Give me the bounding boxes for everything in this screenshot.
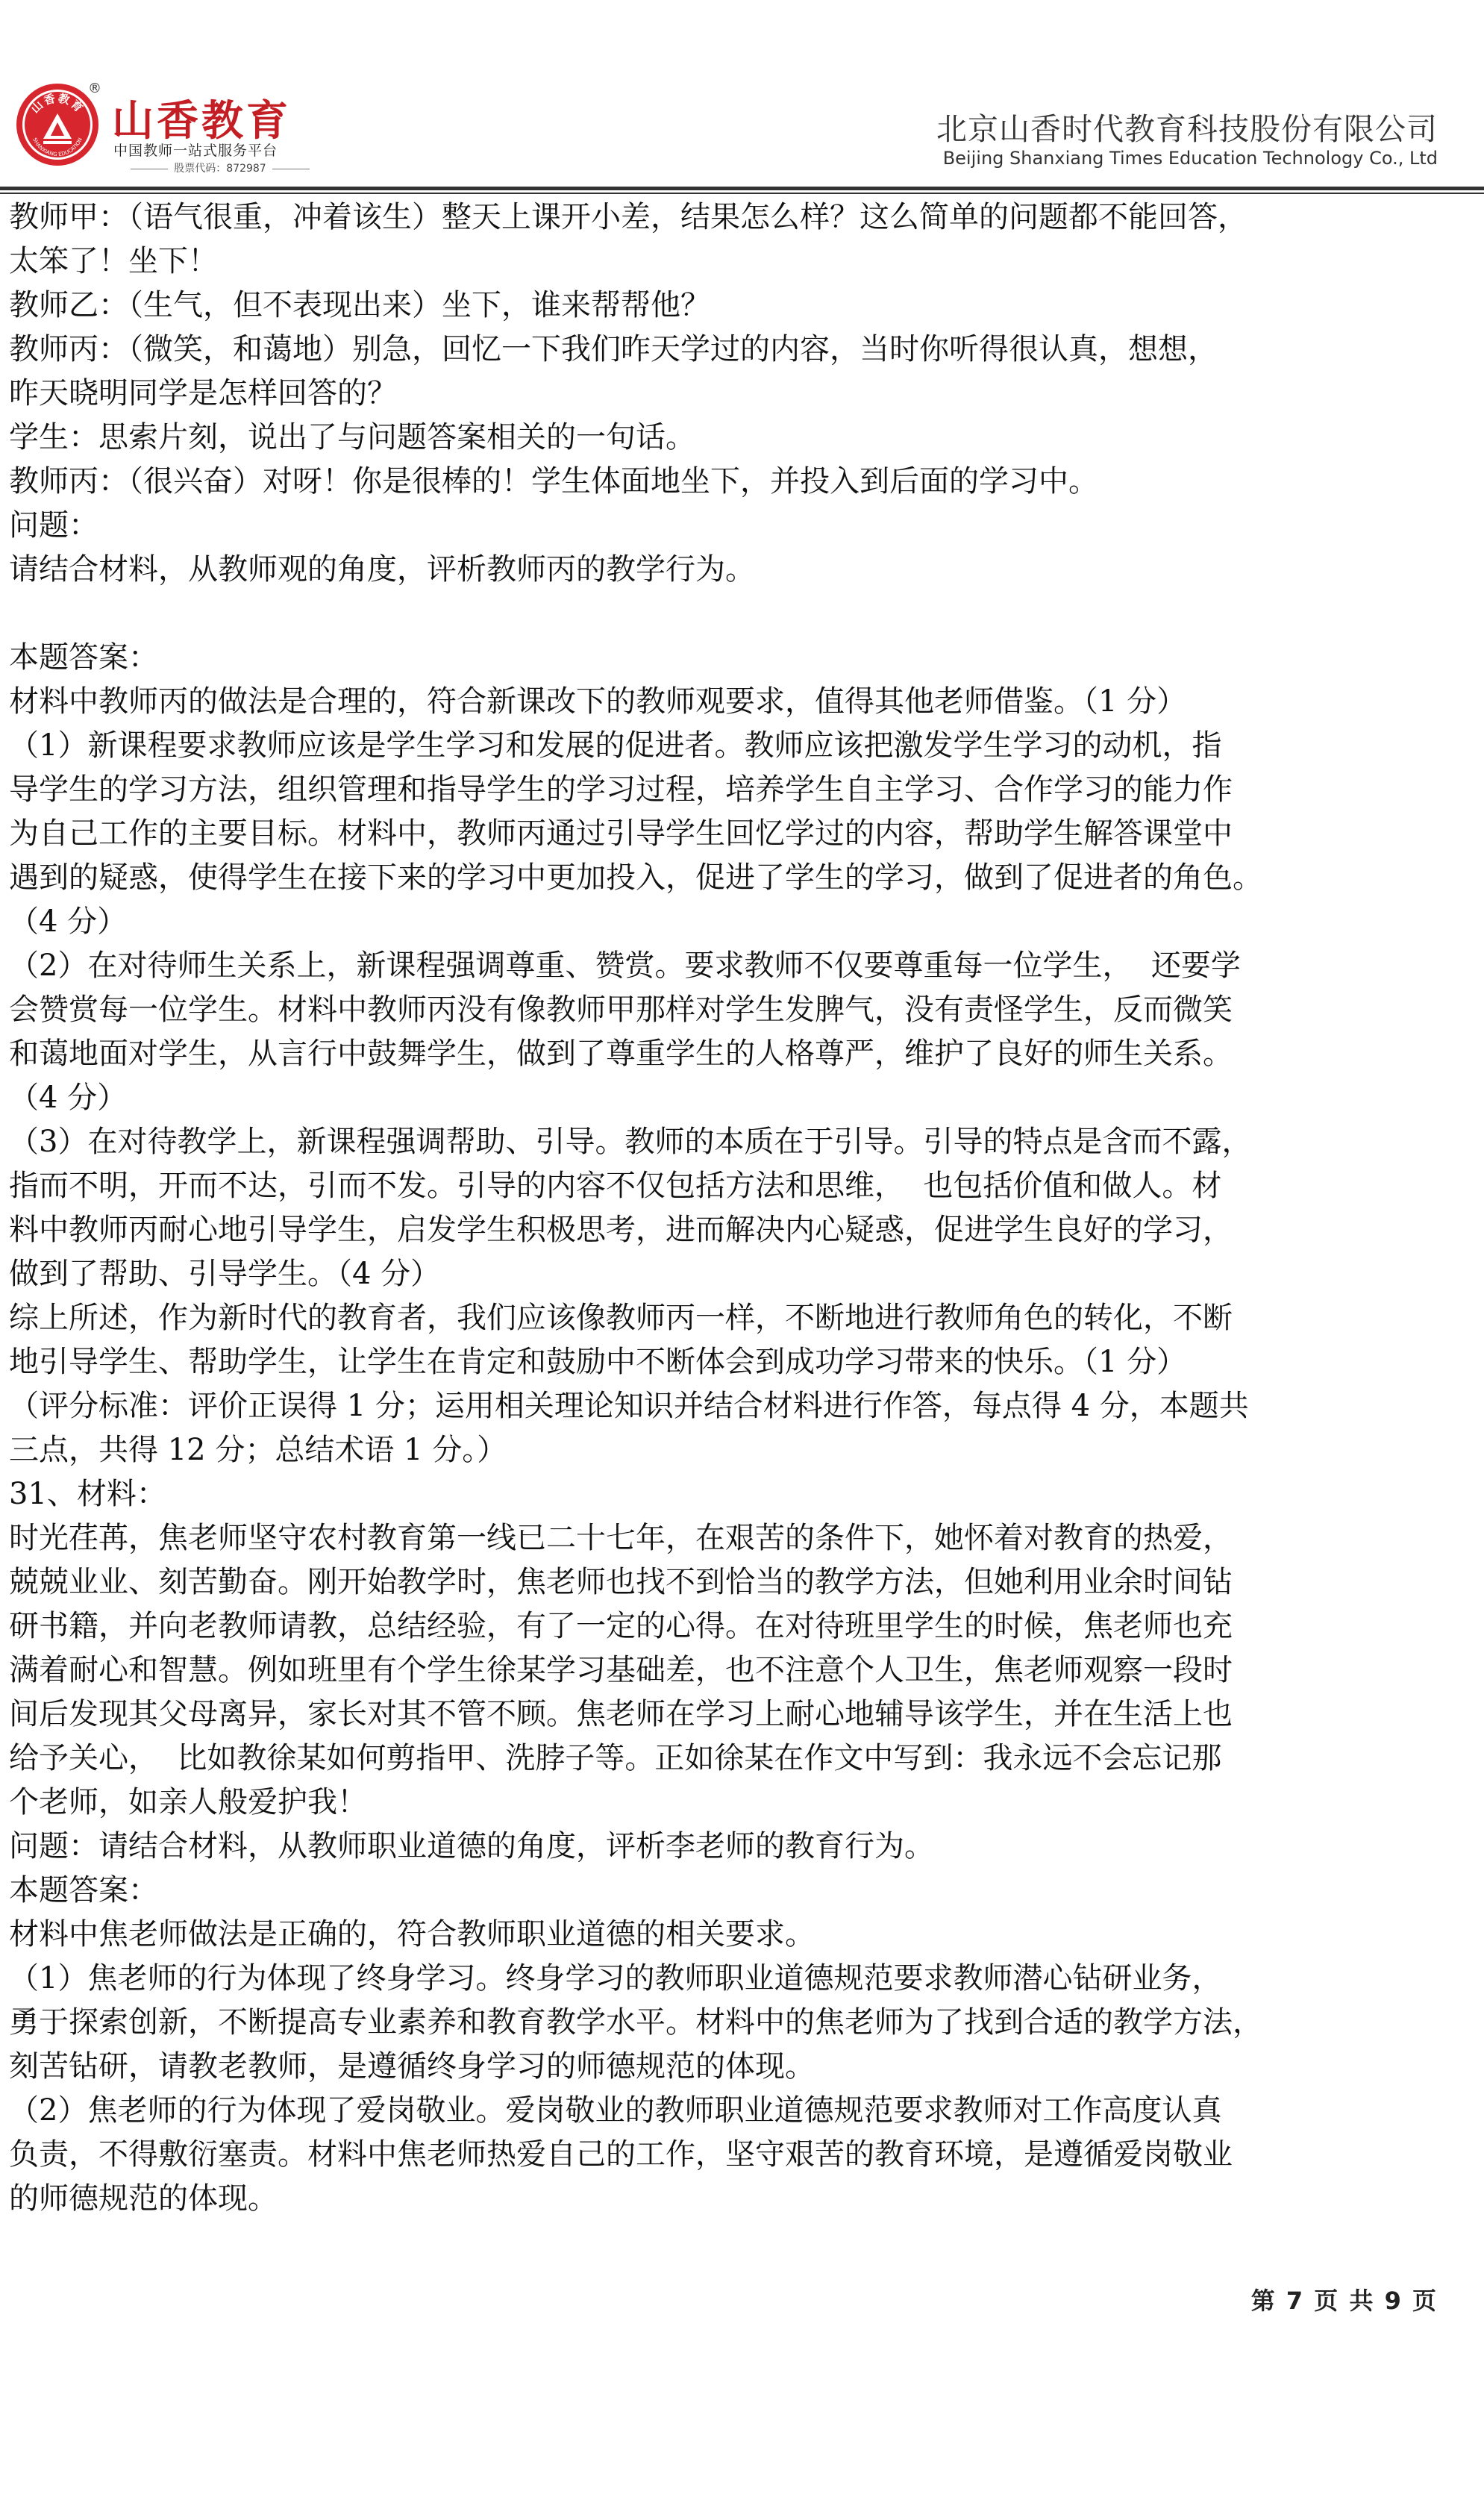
text-line: 教师丙：（很兴奋）对呀！你是很棒的！学生体面地坐下，并投入到后面的学习中。 xyxy=(9,464,1098,499)
text-line: 给予关心， 比如教徐某如何剪指甲、洗脖子等。正如徐某在作文中写到：我永远不会忘记那 xyxy=(9,1741,1222,1775)
brand-logo-icon xyxy=(16,84,98,166)
text-line: 教师丙：（微笑，和蔼地）别急，回忆一下我们昨天学过的内容，当时你听得很认真，想想， xyxy=(9,332,1218,366)
question-heading: 31、材料： xyxy=(9,1477,166,1511)
answer-heading: 本题答案： xyxy=(9,1873,158,1907)
text-line: （评分标准：评价正误得 1 分；运用相关理论知识并结合材料进行作答，每点得 4 分，本题共 xyxy=(9,1389,1249,1423)
text-line: 个老师，如亲人般爱护我！ xyxy=(9,1785,367,1819)
svg-text:SHANXIANG EDUCATION xyxy=(31,137,84,157)
text-line: 研书籍，并向老教师请教，总结经验，有了一定的心得。在对待班里学生的时候，焦老师也充 xyxy=(9,1609,1233,1643)
text-line: （4 分） xyxy=(9,1081,128,1115)
page-indicator: 第 7 页 共 9 页 xyxy=(1250,2287,1438,2315)
stock-code-text: 股票代码：872987 xyxy=(174,163,266,175)
text-line: 请结合材料，从教师观的角度，评析教师丙的教学行为。 xyxy=(9,552,755,587)
text-line: 做到了帮助、引导学生。（4 分） xyxy=(9,1257,441,1291)
text-line: 为自己工作的主要目标。材料中，教师丙通过引导学生回忆学过的内容，帮助学生解答课堂中 xyxy=(9,816,1233,851)
text-line: 导学生的学习方法，组织管理和指导学生的学习过程，培养学生自主学习、合作学习的能力作 xyxy=(9,772,1233,807)
page-header xyxy=(0,0,1484,190)
text-line: 学生：思索片刻，说出了与问题答案相关的一句话。 xyxy=(9,420,695,454)
text-line: （2）在对待师生关系上，新课程强调尊重、赞赏。要求教师不仅要尊重每一位学生， 还要学 xyxy=(9,949,1241,983)
text-line: 会赞赏每一位学生。材料中教师丙没有像教师甲那样对学生发脾气，没有责怪学生，反而微笑 xyxy=(9,993,1233,1027)
text-line: 教师甲：（语气很重，冲着该生）整天上课开小差，结果怎么样？这么简单的问题都不能回答， xyxy=(9,200,1247,234)
svg-text:山香教育 xyxy=(28,91,87,116)
text-line: 问题：请结合材料，从教师职业道德的角度，评析李老师的教育行为。 xyxy=(9,1829,934,1863)
text-line: 勇于探索创新，不断提高专业素养和教育教学水平。材料中的焦老师为了找到合适的教学方法， xyxy=(9,2005,1262,2040)
text-line: 遇到的疑惑，使得学生在接下来的学习中更加投入，促进了学生的学习，做到了促进者的角色。 xyxy=(9,860,1262,895)
logo-ring-text: 山香教育 xyxy=(28,91,87,116)
text-line: 材料中教师丙的做法是合理的，符合新课改下的教师观要求，值得其他老师借鉴。（1 分） xyxy=(9,684,1187,719)
text-line: 问题： xyxy=(9,508,98,543)
brand-name: 山香教育 xyxy=(112,97,291,146)
logo-ring-sub: SHANXIANG EDUCATION xyxy=(31,137,84,158)
text-line: （1）新课程要求教师应该是学生学习和发展的促进者。教师应该把激发学生学习的动机，指 xyxy=(9,728,1222,763)
text-line: （4 分） xyxy=(9,904,128,939)
text-line: 昨天晓明同学是怎样回答的？ xyxy=(9,376,397,410)
header-divider xyxy=(0,187,1484,190)
text-line: 和蔼地面对学生，从言行中鼓舞学生，做到了尊重学生的人格尊严，维护了良好的师生关系。 xyxy=(9,1037,1233,1071)
text-line: 刻苦钻研，请教老教师，是遵循终身学习的师德规范的体现。 xyxy=(9,2049,815,2084)
registered-mark: ® xyxy=(88,81,101,96)
text-line: 综上所述，作为新时代的教育者，我们应该像教师丙一样，不断地进行教师角色的转化，不断 xyxy=(9,1301,1233,1335)
answer-heading: 本题答案： xyxy=(9,640,158,675)
brand-slogan: 中国教师一站式服务平台 xyxy=(113,143,278,159)
company-name-cn: 北京山香时代教育科技股份有限公司 xyxy=(936,111,1438,147)
text-line: 教师乙：（生气，但不表现出来）坐下，谁来帮帮他？ xyxy=(9,288,710,322)
text-line: 指而不明，开而不达，引而不发。引导的内容不仅包括方法和思维， 也包括价值和做人。材 xyxy=(9,1169,1222,1203)
document-body xyxy=(9,196,1449,2221)
blank-line xyxy=(9,592,1449,636)
text-line: 时光荏苒，焦老师坚守农村教育第一线已二十七年，在艰苦的条件下，她怀着对教育的热爱， xyxy=(9,1521,1233,1555)
text-line: 满着耐心和智慧。例如班里有个学生徐某学习基础差，也不注意个人卫生，焦老师观察一段时 xyxy=(9,1653,1233,1687)
text-line: 材料中焦老师做法是正确的，符合教师职业道德的相关要求。 xyxy=(9,1917,815,1951)
text-line: 间后发现其父母离异，家长对其不管不顾。焦老师在学习上耐心地辅导该学生，并在生活上也 xyxy=(9,1697,1233,1731)
header-divider-thin xyxy=(0,193,1484,194)
text-line: 的师德规范的体现。 xyxy=(9,2181,278,2216)
text-line: （2）焦老师的行为体现了爱岗敬业。爱岗敬业的教师职业道德规范要求教师对工作高度认真 xyxy=(9,2093,1222,2128)
stock-code xyxy=(112,160,328,175)
text-line: （3）在对待教学上，新课程强调帮助、引导。教师的本质在于引导。引导的特点是含而不露， xyxy=(9,1125,1252,1159)
company-name-en: Beijing Shanxiang Times Education Technology Co., Ltd xyxy=(942,148,1438,169)
text-line: （1）焦老师的行为体现了终身学习。终身学习的教师职业道德规范要求教师潜心钻研业务， xyxy=(9,1961,1222,1996)
text-line: 料中教师丙耐心地引导学生，启发学生积极思考，进而解决内心疑惑，促进学生良好的学习， xyxy=(9,1213,1233,1247)
text-line: 太笨了！坐下！ xyxy=(9,244,218,278)
text-line: 负责，不得敷衍塞责。材料中焦老师热爱自己的工作，坚守艰苦的教育环境，是遵循爱岗敬业 xyxy=(9,2137,1233,2172)
text-line: 三点，共得 12 分；总结术语 1 分。） xyxy=(9,1433,507,1467)
text-line: 地引导学生、帮助学生，让学生在肯定和鼓励中不断体会到成功学习带来的快乐。（1 分） xyxy=(9,1345,1187,1379)
text-line: 兢兢业业、刻苦勤奋。刚开始教学时，焦老师也找不到恰当的教学方法，但她利用业余时间钻 xyxy=(9,1565,1233,1599)
